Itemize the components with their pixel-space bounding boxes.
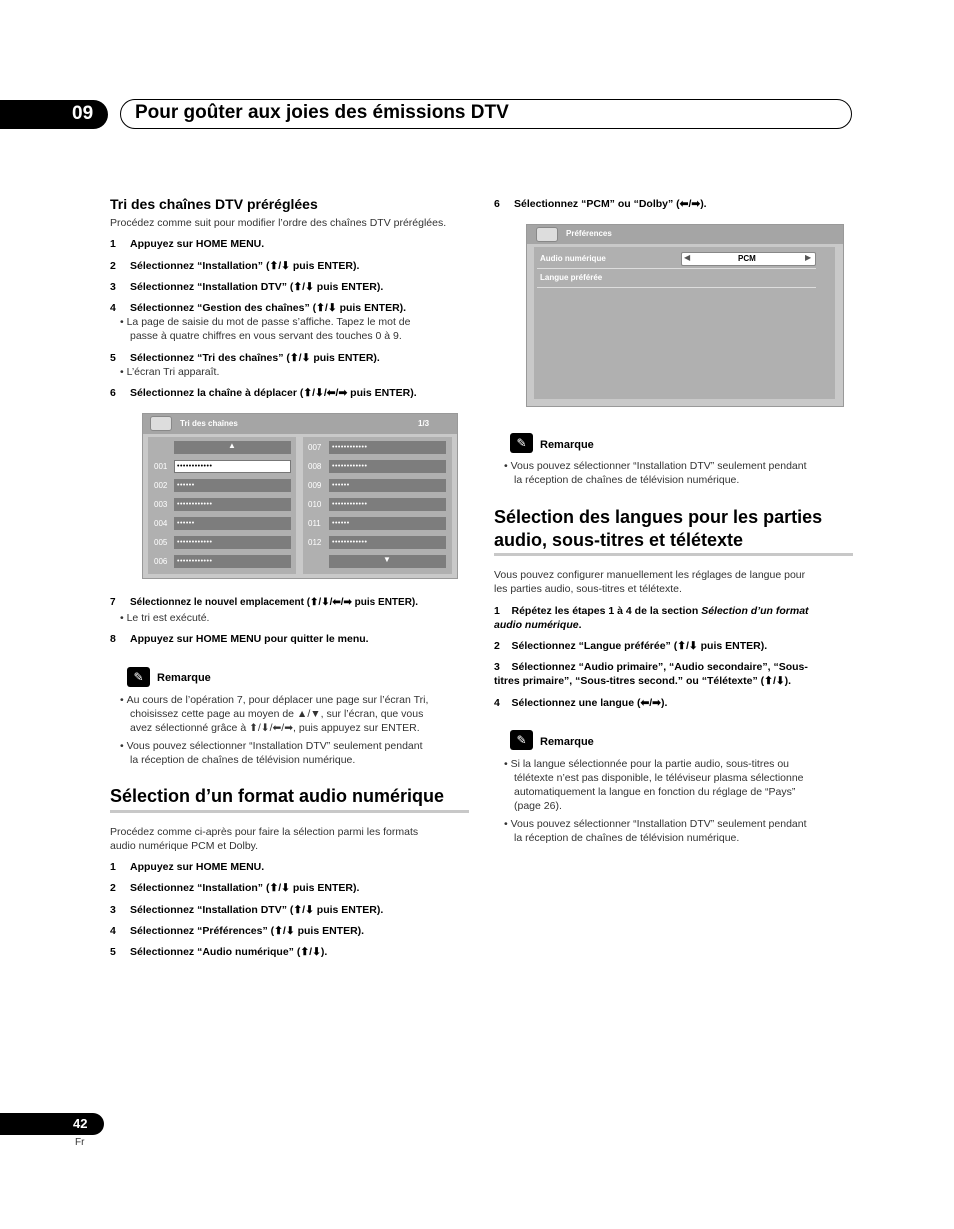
channel-name: •••••••••••• (332, 539, 368, 546)
sort-intro: Procédez comme suit pour modifier l’ordre des chaînes DTV préréglées. (110, 217, 447, 229)
pencil-note-icon: ✎ (510, 433, 533, 453)
audio-intro: Procédez comme ci-après pour faire la sélection parmi les formats (110, 826, 419, 838)
down-arrow-icon: ▼ (383, 555, 391, 564)
channel-name: •••••• (177, 482, 195, 489)
note-label: Remarque (540, 439, 594, 451)
audio-step-4: 4 Sélectionnez “Préférences” (⬆/⬇ puis ENTER). (110, 925, 365, 937)
channel-name: •••••• (177, 520, 195, 527)
channel-name: •••••••••••• (177, 539, 213, 546)
channel-number: 004 (154, 519, 168, 528)
note-bullet-2: • Vous pouvez sélectionner “Installation DTV” seulement pendant (120, 740, 423, 752)
sort-step-3: 3 Sélectionnez “Installation DTV” (⬆/⬇ puis ENTER). (110, 281, 384, 293)
channel-number: 003 (154, 500, 168, 509)
channel-number: 009 (308, 481, 322, 490)
preferences-title: Préférences (566, 229, 612, 238)
note-bullet-1: • Si la langue sélectionnée pour la partie audio, sous-titres ou (504, 758, 790, 770)
channel-name: •••••• (332, 520, 350, 527)
channel-name: •••••••••••• (332, 501, 368, 508)
audio-step-6: 6 Sélectionnez “PCM” ou “Dolby” (⬅/➡). (494, 198, 707, 210)
audio-step-2: 2 Sélectionnez “Installation” (⬆/⬇ puis ENTER). (110, 882, 360, 894)
pencil-note-icon: ✎ (127, 667, 150, 687)
channel-name: •••••••••••• (177, 558, 213, 565)
language-section-title: Sélection des langues pour les parties (494, 507, 823, 527)
page-number: 42 (73, 1116, 88, 1131)
up-arrow-icon: ▲ (228, 441, 236, 450)
note-bullet-cont: la réception de chaînes de télévision numérique. (514, 474, 740, 486)
sort-step-4-bullet-cont: passe à quatre chiffres en vous servant des touches 0 à 9. (130, 330, 402, 342)
channel-number: 006 (154, 557, 168, 566)
right-arrow-icon[interactable]: ▶ (805, 253, 812, 262)
language-step-3-cont: titres primaire”, “Sous-titres second.” ou “Télétexte” (⬆/⬇). (494, 675, 792, 687)
channel-number: 011 (308, 519, 321, 528)
note-bullet-1-cont: automatiquement la langue en fonction du réglage de “Pays” (514, 786, 796, 798)
sort-screen-title: Tri des chaînes (180, 419, 238, 428)
audio-step-5: 5 Sélectionnez “Audio numérique” (⬆/⬇). (110, 946, 328, 958)
sort-step-2: 2 Sélectionnez “Installation” (⬆/⬇ puis ENTER). (110, 260, 360, 272)
pencil-note-icon: ✎ (510, 730, 533, 750)
note-bullet-1-cont: choisissez cette page au moyen de ▲/▼, sur l’écran, que vous (130, 708, 424, 720)
sort-step-4: 4 Sélectionnez “Gestion des chaînes” (⬆/⬇ puis ENTER). (110, 302, 407, 314)
page-number-badge (0, 1113, 104, 1135)
note-bullet-1: • Au cours de l’opération 7, pour déplacer une page sur l’écran Tri, (120, 694, 429, 706)
sort-step-7-bullet: • Le tri est exécuté. (120, 612, 210, 624)
note-bullet-2-cont: la réception de chaînes de télévision numérique. (130, 754, 356, 766)
note-bullet-2-cont: la réception de chaînes de télévision numérique. (514, 832, 740, 844)
row-divider (537, 287, 816, 288)
note-bullet-1-cont: télétexte n’est pas disponible, le téléviseur plasma sélectionne (514, 772, 804, 784)
channel-number: 005 (154, 538, 168, 547)
audio-numeric-label: Audio numérique (540, 254, 606, 263)
audio-section-title: Sélection d’un format audio numérique (110, 786, 445, 806)
remote-menu-icon (536, 227, 558, 242)
note-bullet-2: • Vous pouvez sélectionner “Installation DTV” seulement pendant (504, 818, 807, 830)
row-divider (537, 268, 816, 269)
language-step-4: 4 Sélectionnez une langue (⬅/➡). (494, 697, 668, 709)
sort-section-title: Tri des chaînes DTV préréglées (110, 196, 318, 212)
channel-number: 010 (308, 500, 322, 509)
sort-step-5-bullet: • L’écran Tri apparaît. (120, 366, 220, 378)
sort-step-8: 8 Appuyez sur HOME MENU pour quitter le menu. (110, 633, 369, 645)
remote-menu-icon (150, 416, 172, 431)
chapter-title: Pour goûter aux joies des émissions DTV (135, 102, 509, 123)
channel-name: •••••••••••• (332, 463, 368, 470)
channel-name: •••••••••••• (177, 463, 213, 470)
audio-step-1: 1 Appuyez sur HOME MENU. (110, 861, 265, 873)
channel-number: 007 (308, 443, 322, 452)
note-bullet: • Vous pouvez sélectionner “Installation DTV” seulement pendant (504, 460, 807, 472)
language-step-2: 2 Sélectionnez “Langue préférée” (⬆/⬇ puis ENTER). (494, 640, 768, 652)
channel-name: •••••••••••• (332, 444, 368, 451)
sort-step-6: 6 Sélectionnez la chaîne à déplacer (⬆/⬇/⬅/➡ puis ENTER). (110, 387, 417, 399)
section-rule (494, 553, 853, 556)
language-step-1: 1 Répétez les étapes 1 à 4 de la section Sélection d’un format (494, 605, 809, 617)
audio-intro-cont: audio numérique PCM et Dolby. (110, 840, 259, 852)
preferences-panel (534, 247, 835, 399)
channel-number: 008 (308, 462, 322, 471)
audio-step-3: 3 Sélectionnez “Installation DTV” (⬆/⬇ puis ENTER). (110, 904, 384, 916)
language-intro-cont: les parties audio, sous-titres et télétexte. (494, 583, 682, 595)
sort-screen-page: 1/3 (418, 419, 430, 428)
language-intro: Vous pouvez configurer manuellement les réglages de langue pour (494, 569, 806, 581)
note-bullet-1-cont: (page 26). (514, 800, 562, 812)
preferred-language-label[interactable]: Langue préférée (540, 273, 603, 282)
note-label: Remarque (540, 736, 594, 748)
sort-step-5: 5 Sélectionnez “Tri des chaînes” (⬆/⬇ puis ENTER). (110, 352, 380, 364)
sort-step-7: 7 Sélectionnez le nouvel emplacement (⬆/⬇/⬅/➡ puis ENTER). (110, 597, 419, 608)
channel-name: •••••• (332, 482, 350, 489)
sort-step-1: 1 Appuyez sur HOME MENU. (110, 238, 265, 250)
note-label: Remarque (157, 672, 211, 684)
audio-format-value: PCM (738, 254, 756, 263)
channel-number: 002 (154, 481, 168, 490)
left-arrow-icon[interactable]: ◀ (684, 253, 691, 262)
language-step-3: 3 Sélectionnez “Audio primaire”, “Audio secondaire”, “Sous- (494, 661, 808, 673)
channel-number: 012 (308, 538, 322, 547)
channel-number: 001 (154, 462, 168, 471)
note-bullet-1-cont: avez sélectionné grâce à ⬆/⬇/⬅/➡, puis appuyez sur ENTER. (130, 722, 420, 734)
sort-step-4-bullet: • La page de saisie du mot de passe s’affiche. Tapez le mot de (120, 316, 411, 328)
chapter-number: 09 (72, 103, 94, 124)
page-language: Fr (75, 1137, 85, 1148)
language-step-1-cont: audio numérique. (494, 619, 582, 631)
section-rule (110, 810, 469, 813)
language-section-title-cont: audio, sous-titres et télétexte (494, 530, 744, 550)
channel-name: •••••••••••• (177, 501, 213, 508)
